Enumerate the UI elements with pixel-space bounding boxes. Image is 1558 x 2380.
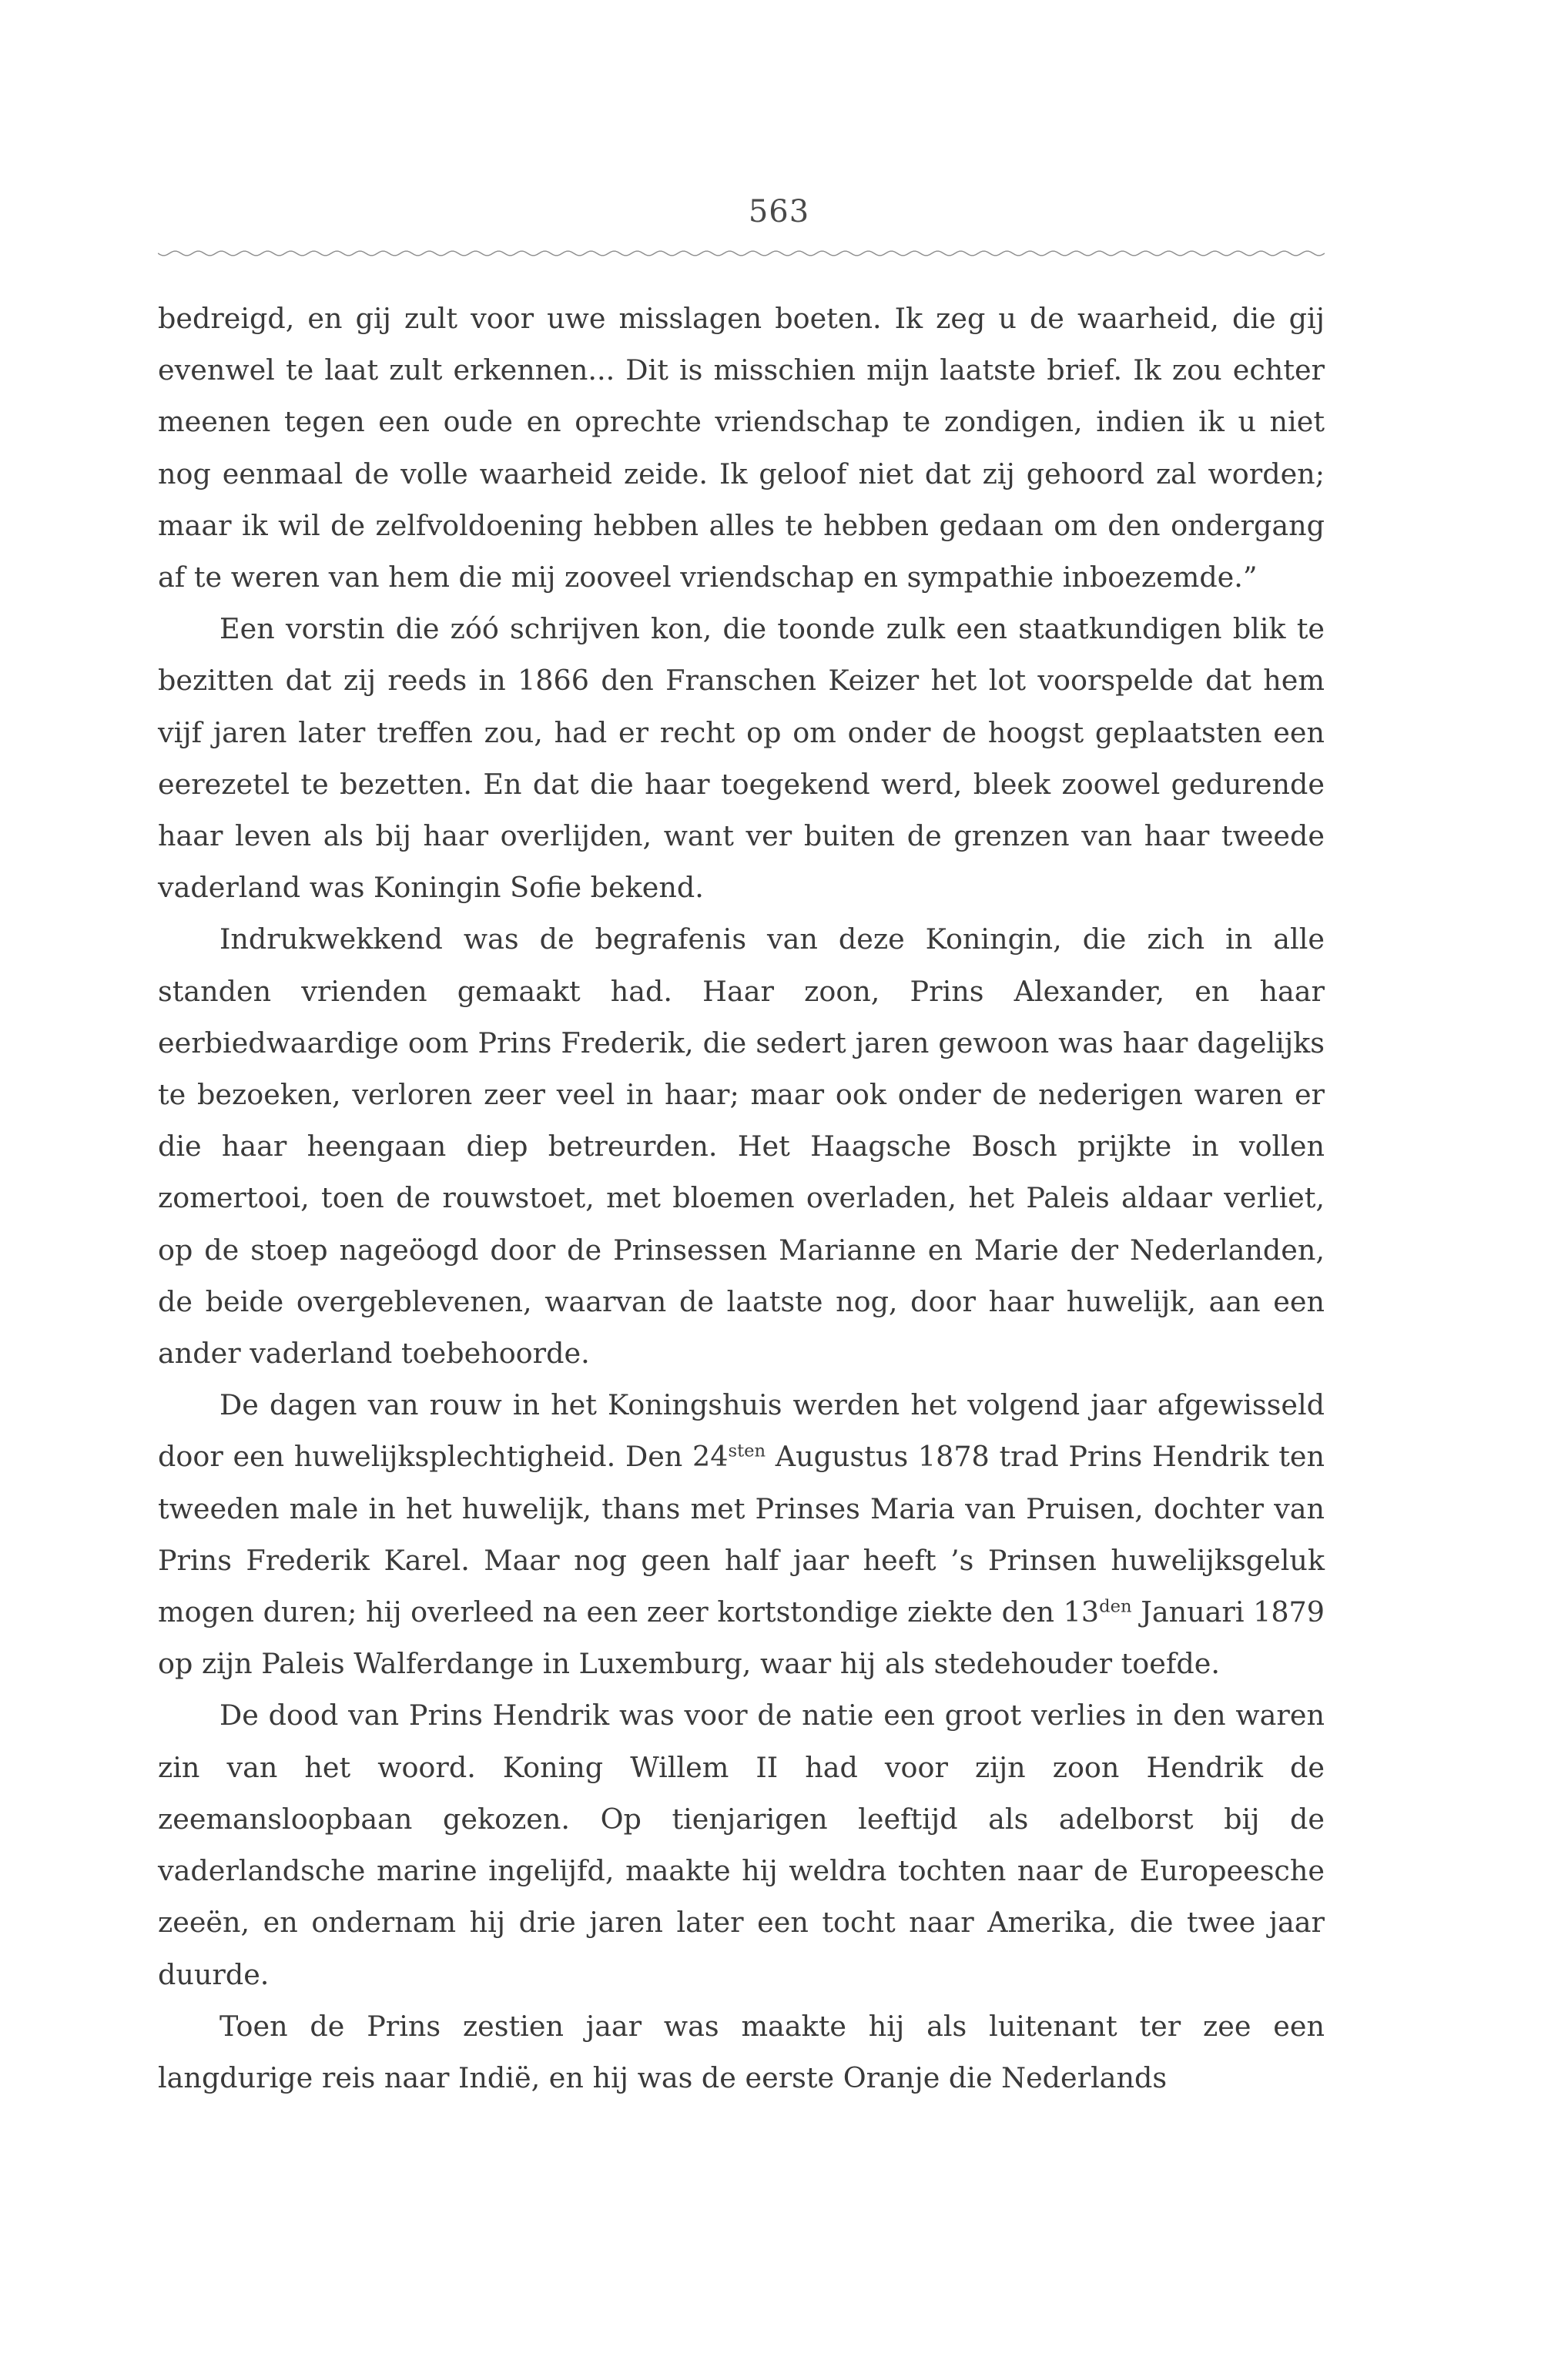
paragraph-text: Toen de Prins zestien jaar was maakte hij als luitenant ter zee een langdurige reis naar Indië, en hij was de eerste Oranje die Nederlands xyxy=(158,2009,1325,2094)
paragraph-text: De dagen van rouw in het Koningshuis werden het volgend jaar afgewisseld door een huwelijksplechtigheid. Den 24 xyxy=(158,1388,1325,1474)
paragraph xyxy=(158,913,1325,1379)
paragraph xyxy=(158,1379,1325,1689)
paragraph-text: Indrukwekkend was de begrafenis van deze Koningin, die zich in alle standen vrienden gemaakt had. Haar zoon, Prins Alexander, en haar eerbiedwaardige oom Prins Frederik, die sedert jaren gewoon was haar dagelijks te bezoeken, verloren zeer veel in haar; maar ook onder de nederigen waren er die haar heengaan diep betreurden. Het Haagsche Bosch prijkte in vollen zomertooi, toen de rouwstoet, met bloemen overladen, het Paleis aldaar verliet, op de stoep nageöogd door de Prinsessen Marianne en Marie der Nederlanden, de beide overgeblevenen, waarvan de laatste nog, door haar huwelijk, aan een ander vaderland toebehoorde. xyxy=(158,922,1325,1371)
page-number: 563 xyxy=(748,194,810,229)
paragraph-text: bedreigd, en gij zult voor uwe misslagen boeten. Ik zeg u de waarheid, die gij evenwel te laat zult erkennen... Dit is misschien mijn laatste brief. Ik zou echter meenen tegen een oude en oprechte vriendschap te zondigen, indien ik u niet nog eenmaal de volle waarheid zeide. Ik geloof niet dat zij gehoord zal worden; maar ik wil de zelfvoldoening hebben alles te hebben gedaan om den ondergang af te weren van hem die mij zooveel vriendschap en sympathie inboezemde.” xyxy=(158,302,1325,594)
paragraph xyxy=(158,2000,1325,2104)
ordinal-superscript: sten xyxy=(728,1441,766,1462)
ordinal-superscript: den xyxy=(1099,1596,1132,1617)
paragraph xyxy=(158,603,1325,913)
decorative-rule xyxy=(158,249,1325,258)
paragraph-text: Januari 1879 op zijn Paleis Walferdange in Luxemburg, waar hij als stedehouder toefde. xyxy=(158,1595,1325,1681)
paragraph xyxy=(158,1689,1325,2000)
paragraph-text: Een vorstin die zóó schrijven kon, die toonde zulk een staatkundigen blik te bezitten dat zij reeds in 1866 den Franschen Keizer het lot voorspelde dat hem vijf jaren later treffen zou, had er recht op om onder de hoogst geplaatsten een eerezetel te bezetten. En dat die haar toegekend werd, bleek zoowel gedurende haar leven als bij haar overlijden, want ver buiten de grenzen van haar tweede vaderland was Koningin Sofie bekend. xyxy=(158,612,1325,905)
paragraph-text: Augustus 1878 trad Prins Hendrik ten tweeden male in het huwelijk, thans met Prinses Maria van Pruisen, dochter van Prins Frederik Karel. Maar nog geen half jaar heeft ’s Prinsen huwelijksgeluk mogen duren; hij overleed na een zeer kortstondige ziekte den 13 xyxy=(158,1440,1325,1629)
paragraph-text: De dood van Prins Hendrik was voor de natie een groot verlies in den waren zin van het woord. Koning Willem II had voor zijn zoon Hendrik de zeemansloopbaan gekozen. Op tienjarigen leeftijd als adelborst bij de vaderlandsche marine ingelijfd, maakte hij weldra tochten naar de Europeesche zeeën, en ondernam hij drie jaren later een tocht naar Amerika, die twee jaar duurde. xyxy=(158,1699,1325,1991)
paragraph xyxy=(158,293,1325,603)
body-text xyxy=(158,293,1325,2104)
